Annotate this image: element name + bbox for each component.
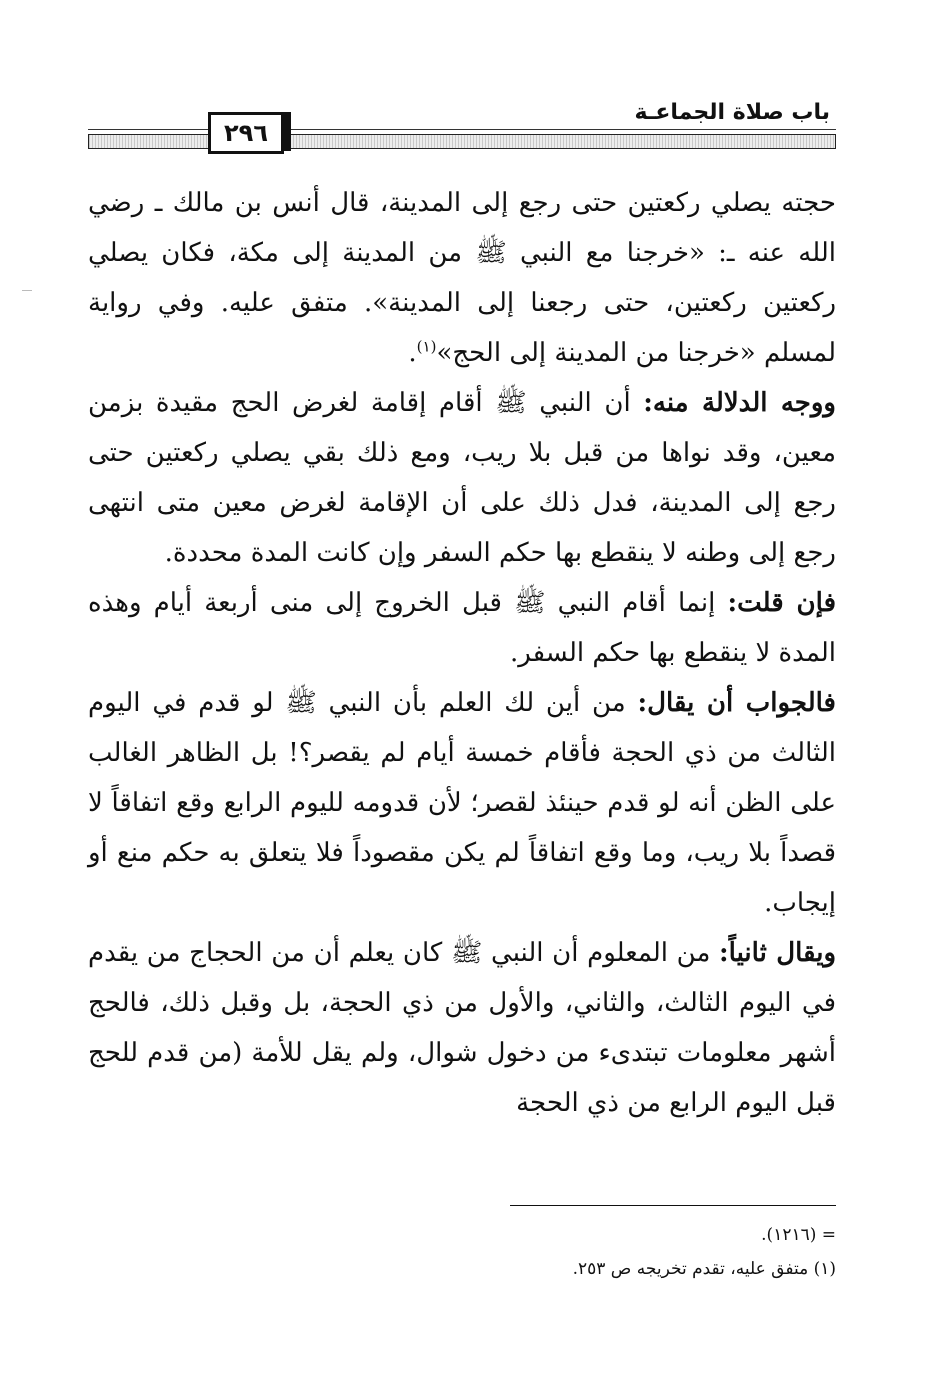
margin-mark	[22, 290, 32, 291]
paragraph-4	[88, 678, 836, 928]
paragraph-1	[88, 178, 836, 378]
paragraph-lead: فإن قلت:	[727, 588, 836, 618]
paragraph-3	[88, 578, 836, 678]
paragraph-lead: فالجواب أن يقال:	[637, 688, 836, 718]
paragraph-tail: .	[408, 338, 417, 368]
paragraph-5	[88, 928, 836, 1128]
header-band	[88, 134, 836, 149]
main-text	[88, 178, 836, 1128]
paragraph-2	[88, 378, 836, 578]
paragraph-text: إنما أقام النبي ﷺ قبل الخروج إلى منى أربعة أيام وهذه المدة لا ينقطع بها حكم السفر.	[88, 588, 836, 668]
footnote-ref: (١)	[416, 337, 437, 356]
footnote-1: (١) متفق عليه، تقدم تخريجه ص ٢٥٣.	[572, 1259, 836, 1279]
page-number-tab	[283, 112, 291, 151]
footnote-separator	[510, 1205, 836, 1206]
paragraph-text: من المعلوم أن النبي ﷺ كان يعلم أن من الحجاج من يقدم في اليوم الثالث، والثاني، والأول من ذي الحجة، بل وقبل ذلك، فالحج أشهر معلومات تبتدىء من دخول شوال، ولم يقل للأمة (من قدم للحج قبل اليوم الرابع من ذي الحجة	[88, 938, 836, 1118]
page-number-box	[208, 112, 284, 154]
paragraph-lead: ويقال ثانياً:	[719, 938, 837, 968]
running-title: باب صلاة الجماعـة	[634, 100, 830, 125]
page-header	[88, 100, 836, 160]
footnote-continuation: = (١٢١٦).	[761, 1225, 836, 1245]
page-number: ٢٩٦	[224, 119, 268, 147]
paragraph-text: من أين لك العلم بأن النبي ﷺ لو قدم في اليوم الثالث من ذي الحجة فأقام خمسة أيام لم يقصر؟! بل الظاهر الغالب على الظن أنه لو قدم حينئذ لقصر؛ لأن قدومه لليوم الرابع وقع اتفاقاً لا قصداً بلا ريب، وما وقع اتفاقاً لم يكن مقصوداً فلا يتعلق به حكم منع أو إيجاب.	[88, 688, 836, 918]
paragraph-text: أن النبي ﷺ أقام إقامة لغرض الحج مقيدة بزمن معين، وقد نواها من قبل بلا ريب، ومع ذلك بقي يصلي ركعتين حتى رجع إلى المدينة، فدل ذلك على أن الإقامة لغرض معين متى انتهى رجع إلى وطنه لا ينقطع بها حكم السفر وإن كانت المدة محددة.	[88, 388, 836, 568]
paragraph-lead: ووجه الدلالة منه:	[643, 388, 836, 418]
header-rule	[88, 129, 836, 130]
footnotes	[88, 1218, 836, 1286]
paragraph-text: حجته يصلي ركعتين حتى رجع إلى المدينة، قال أنس بن مالك ـ رضي الله عنه ـ: «خرجنا مع النبي ﷺ من المدينة إلى مكة، فكان يصلي ركعتين ركعتين، حتى رجعنا إلى المدينة». متفق عليه. وفي رواية لمسلم «خرجنا من المدينة إلى الحج»	[88, 188, 836, 368]
